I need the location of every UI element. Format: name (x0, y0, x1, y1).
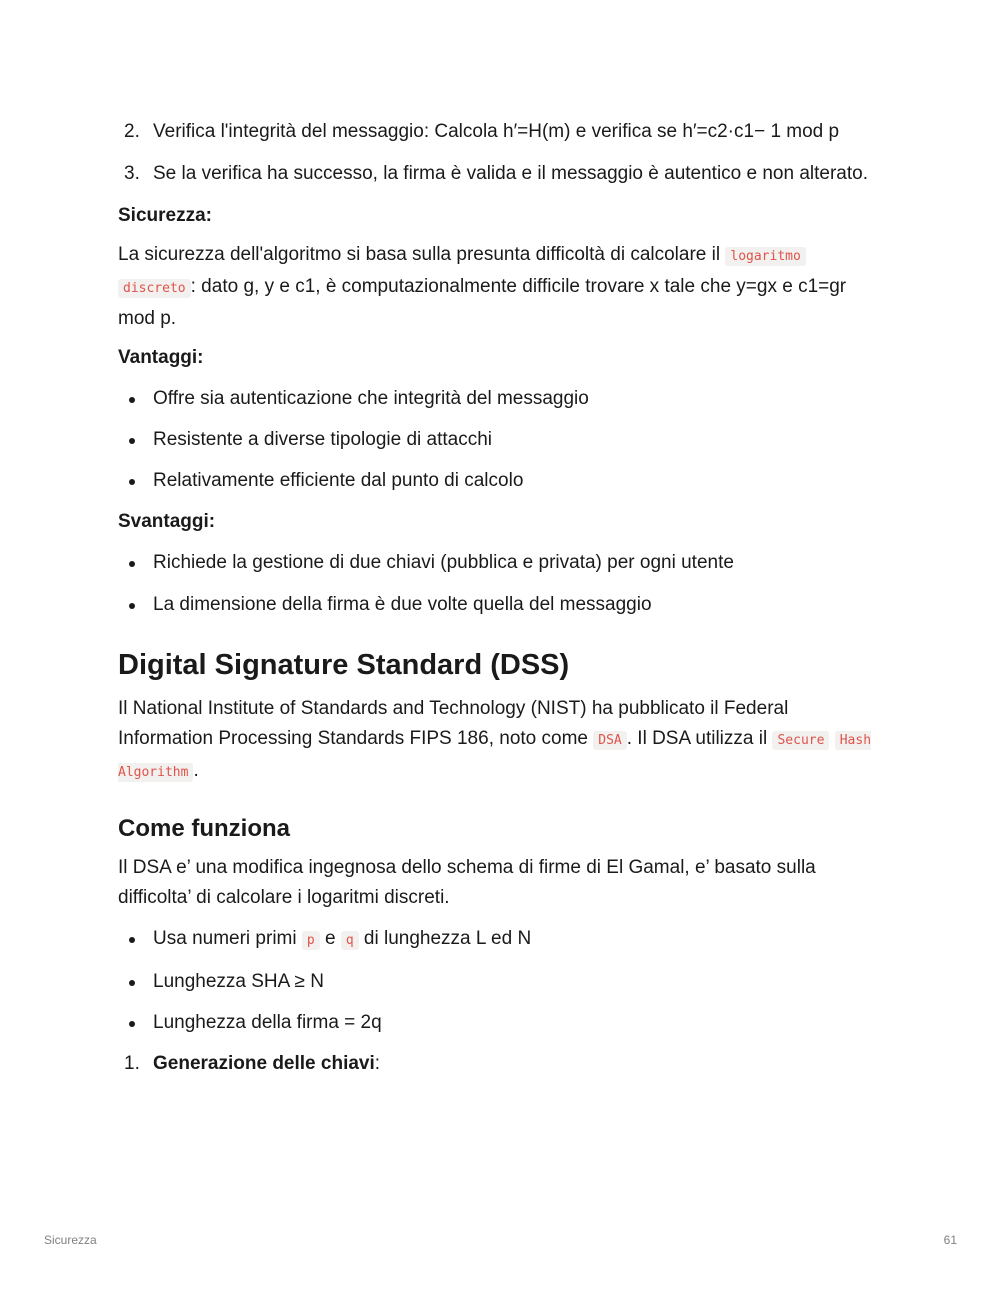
list-item-text: Verifica l'integrità del messaggio: Calcola h′=H(m) e verifica se h′=c2·c1− 1 mod p (153, 121, 840, 142)
inline-code: Hash Algorithm (118, 733, 872, 780)
inline-code: DSA (593, 731, 626, 750)
list-item (118, 1049, 882, 1079)
text-segment: Il National Institute of Standards and Technology (NIST) ha pubblicato il Federal Information Processing Standards FIPS 186, noto come (118, 698, 789, 749)
come-funziona-paragraph: Il DSA e’ una modifica ingegnosa dello schema di firme di El Gamal, e’ basato sulla difficolta’ di calcolare i logaritmi discreti. (118, 857, 816, 908)
bullet-icon (129, 397, 135, 403)
list-item-text: Offre sia autenticazione che integrità del messaggio (153, 388, 589, 409)
step-label: Generazione delle chiavi (153, 1053, 375, 1074)
come-funziona-title: Come funziona (118, 815, 290, 842)
sicurezza-paragraph (118, 240, 882, 334)
page-content (118, 117, 882, 1079)
text-segment: La sicurezza dell'algoritmo si basa sulla presunta difficoltà di calcolare il (118, 244, 726, 265)
svantaggi-list (118, 548, 882, 620)
list-item-text: Lunghezza SHA ≥ N (153, 971, 324, 992)
text-segment: : (374, 1053, 381, 1074)
list-item (118, 384, 882, 414)
bullet-icon (129, 561, 135, 567)
list-item (118, 425, 882, 455)
dsa-steps-list (118, 1049, 882, 1079)
dss-paragraph (118, 694, 882, 788)
vantaggi-list (118, 384, 882, 496)
dsa-features-list (118, 924, 882, 1038)
bullet-icon (129, 438, 135, 444)
inline-code: Secure (772, 731, 829, 750)
text-segment: di lunghezza L ed N (358, 928, 532, 949)
list-item (118, 590, 882, 620)
list-item-text: La dimensione della firma è due volte quella del messaggio (153, 594, 652, 615)
list-number: 2. (124, 121, 140, 142)
list-item (118, 1008, 882, 1038)
verification-steps (118, 117, 882, 189)
text-segment: . Il DSA utilizza il (626, 728, 773, 749)
bullet-icon (129, 1021, 135, 1027)
list-number: 3. (124, 163, 140, 184)
list-item-text: Richiede la gestione di due chiavi (pubblica e privata) per ogni utente (153, 552, 734, 573)
sicurezza-heading: Sicurezza: (118, 205, 212, 226)
footer-section-name: Sicurezza (44, 1233, 97, 1247)
inline-code: p (302, 931, 320, 950)
list-item (118, 466, 882, 496)
list-item (118, 924, 882, 956)
list-number: 1. (124, 1053, 140, 1074)
inline-code: logaritmo (725, 247, 805, 266)
list-item-text: Lunghezza della firma = 2q (153, 1012, 382, 1033)
text-segment: e (319, 928, 341, 949)
bullet-icon (129, 479, 135, 485)
list-item (118, 967, 882, 997)
vantaggi-heading: Vantaggi: (118, 347, 204, 368)
list-item-text: Relativamente efficiente dal punto di calcolo (153, 470, 524, 491)
text-segment: Usa numeri primi (153, 928, 302, 949)
list-item (118, 117, 882, 147)
text-segment: . (193, 760, 199, 781)
bullet-icon (129, 980, 135, 986)
inline-code: discreto (118, 279, 191, 298)
svantaggi-heading: Svantaggi: (118, 511, 216, 532)
dss-title: Digital Signature Standard (DSS) (118, 649, 570, 681)
list-item (118, 548, 882, 578)
list-item (118, 159, 882, 189)
list-item-text: Se la verifica ha successo, la firma è valida e il messaggio è autentico e non alterato. (153, 163, 868, 184)
footer-page-number: 61 (943, 1233, 957, 1247)
inline-code: q (341, 931, 359, 950)
list-item-text: Resistente a diverse tipologie di attacchi (153, 429, 493, 450)
bullet-icon (129, 603, 135, 609)
text-segment: : dato g, y e c1, è computazionalmente difficile trovare x tale che y=gx e c1=gr mod p. (118, 276, 847, 329)
bullet-icon (129, 937, 135, 943)
